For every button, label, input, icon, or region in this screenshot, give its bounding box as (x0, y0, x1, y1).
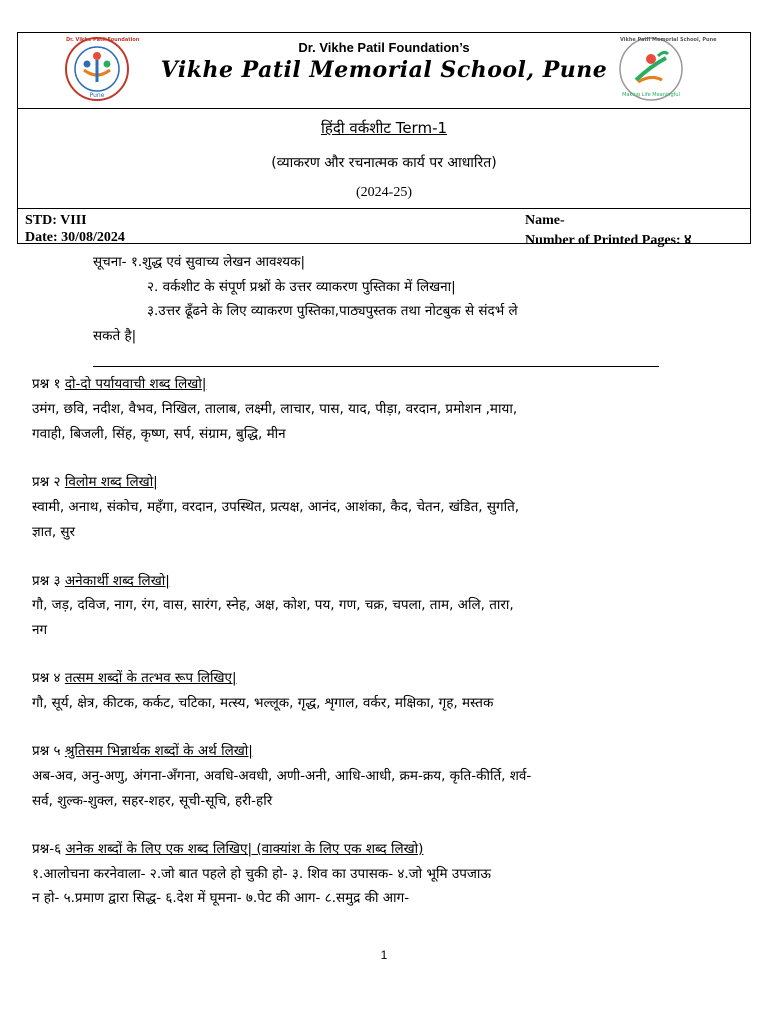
instruction-line: सकते है| (93, 328, 137, 344)
question-heading (32, 839, 423, 857)
question-heading (32, 472, 158, 490)
header-divider (17, 208, 751, 209)
question-line: सर्व, शुल्क-शुक्ल, सहर-शहर, सूची-सूचि, हरी-हरि (32, 793, 273, 809)
question-number: प्रश्न ५ (32, 743, 65, 759)
question-number: प्रश्न ४ (32, 670, 65, 686)
question-number: प्रश्न १ (32, 376, 65, 392)
question-title: अनेकार्थी शब्द लिखो| (64, 573, 170, 589)
question-heading (32, 741, 253, 759)
academic-year: (2024-25) (356, 185, 412, 200)
question-heading (32, 668, 237, 686)
question-title: तत्सम शब्दों के तत्भव रूप लिखिए| (64, 670, 237, 686)
question-heading (32, 571, 170, 589)
question-title: श्रुतिसम भिन्नार्थक शब्दों के अर्थ लिखो| (64, 743, 253, 759)
worksheet-title: हिंदी वर्कशीट Term-1 (320, 119, 448, 137)
logo-left-subtext: Pune (89, 92, 105, 99)
logo-right-subtext: Making Life Meaningful (622, 92, 680, 98)
logo-right-text: Vikhe Patil Memorial School, Pune (620, 37, 717, 43)
question-line: स्वामी, अनाथ, संकोच, महँगा, वरदान, उपस्थित, प्रत्यक्ष, आनंद, आशंका, कैद, चेतन, खंडित, सुगति, (32, 499, 520, 515)
question-line: १.आलोचना करनेवाला- २.जो बात पहले हो चुकी हो- ३. शिव का उपासक- ४.जो भूमि उपजाऊ (32, 866, 492, 882)
question-number: प्रश्न २ (32, 474, 65, 490)
instruction-line: २. वर्कशीट के संपूर्ण प्रश्नों के उत्तर व्याकरण पुस्तिका में लिखना| (147, 279, 456, 295)
question-number: प्रश्न-६ (32, 841, 66, 857)
logo-left-text: Dr. Vikhe Patil Foundation (66, 37, 140, 43)
worksheet-subtitle: (व्याकरण और रचनात्मक कार्य पर आधारित) (271, 155, 497, 171)
page-number: 1 (380, 948, 388, 962)
question-title: अनेक शब्दों के लिए एक शब्द लिखिए| (वाक्यांश के लिए एक शब्द लिखो) (65, 841, 424, 857)
question-line: ज्ञात, सुर (32, 524, 76, 540)
question-line: गवाही, बिजली, सिंह, कृष्ण, सर्प, संग्राम, बुद्धि, मीन (32, 426, 286, 442)
standard: STD: VIII (25, 213, 87, 228)
question-line: नग (32, 622, 48, 638)
separator-line (93, 366, 659, 367)
instruction-line: ३.उत्तर ढूँढने के लिए व्याकरण पुस्तिका,पाठ्यपुस्तक तथा नोटबुक से संदर्भ ले (147, 303, 518, 319)
student-name-label: Name- (525, 213, 565, 228)
question-number: प्रश्न ३ (32, 573, 65, 589)
question-heading (32, 374, 206, 392)
instruction-line: सूचना- १.शुद्ध एवं सुवाच्य लेखन आवश्यक| (93, 254, 306, 270)
question-line: गौ, जड़, दविज, नाग, रंग, वास, सारंग, स्नेह, अक्ष, कोश, पय, गण, चक्र, चपला, ताम, अलि, तारा, (32, 597, 514, 613)
question-title: दो-दो पर्यायवाची शब्द लिखो| (64, 376, 207, 392)
printed-pages: Number of Printed Pages: ४ (525, 233, 692, 248)
question-title: विलोम शब्द लिखो| (64, 474, 158, 490)
question-line: अब-अव, अनु-अणु, अंगना-अँगना, अवधि-अवधी, अणी-अनी, आधि-आधी, क्रम-क्रय, कृति-कीर्ति, शर्व- (32, 768, 532, 784)
question-line: गौ, सूर्य, क्षेत्र, कीटक, कर्कट, चटिका, मत्स्य, भल्लूक, गृद्ध, शृगाल, वर्कर, मक्षिका, गृह, मस्तक (32, 695, 494, 711)
header-divider (17, 108, 751, 109)
date: Date: 30/08/2024 (25, 230, 125, 245)
question-line: उमंग, छवि, नदीश, वैभव, निखिल, तालाब, लक्ष्मी, लाचार, पास, याद, पीड़ा, वरदान, प्रमोशन ,माया, (32, 401, 518, 417)
question-line: न हो- ५.प्रमाण द्वारा सिद्ध- ६.देश में घूमना- ७.पेट की आग- ८.समुद्र की आग- (32, 890, 410, 906)
school-name: Vikhe Patil Memorial School, Pune (160, 57, 608, 83)
foundation-name: Dr. Vikhe Patil Foundation’s (298, 40, 470, 55)
